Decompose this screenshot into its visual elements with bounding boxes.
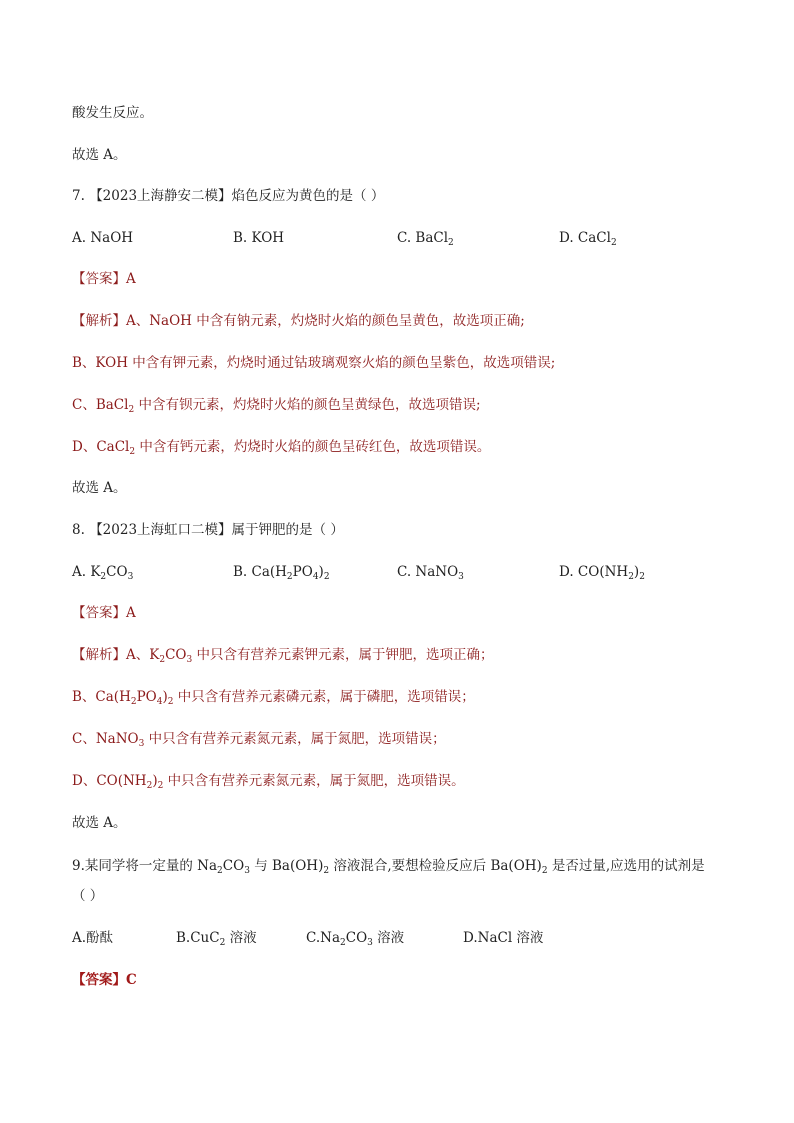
q8-explanation-1: 【解析】A、$K_2CO_3$ 中只含有营养元素钾元素，属于钾肥，选项正确； xyxy=(72,647,494,665)
question-8-stem xyxy=(72,520,344,540)
q9-option-a: A.酚酞 xyxy=(72,930,114,946)
q9-option-c: $C.Na_2CO_3$ 溶液 xyxy=(306,930,405,948)
q7-explanation-2: B、KOH 中含有钾元素，灼烧时通过钴玻璃观察火焰的颜色呈紫色，故选项错误; xyxy=(72,355,556,371)
q8-explanation-3: C、NaNO$_3$ 中只含有营养元素氮元素，属于氮肥，选项错误； xyxy=(72,731,446,749)
q8-option-b: B. $Ca(H_2PO_4)_2$ xyxy=(233,564,330,582)
q8-answer xyxy=(72,603,136,623)
question-source: 【2023上海虹口二模】 xyxy=(89,522,232,538)
q9-answer xyxy=(72,970,137,990)
answer-label: 【答案】 xyxy=(72,972,126,988)
answer-value: C xyxy=(126,972,137,988)
q9-option-d: D.NaCl 溶液 xyxy=(463,930,544,946)
answer-label: 【答案】 xyxy=(72,271,126,287)
question-text: 属于钾肥的是（ ） xyxy=(231,522,344,538)
q8-explanation-4: D、$CO(NH_2)_2$ 中只含有营养元素氮元素，属于氮肥，选项错误。 xyxy=(72,773,465,791)
q8-option-a: A. $K_2CO_3$ xyxy=(72,564,134,582)
conclusion-line: 故选 A。 xyxy=(72,147,127,163)
question-9-blank: （ ） xyxy=(72,888,104,904)
answer-value: A xyxy=(126,605,136,621)
q8-conclusion: 故选 A。 xyxy=(72,815,127,831)
answer-value: A xyxy=(126,271,136,287)
question-7-stem xyxy=(72,186,384,206)
q9-option-b: B.CuC$_2$ 溶液 xyxy=(176,930,257,948)
question-number: 8. xyxy=(72,522,85,538)
q7-answer xyxy=(72,269,136,289)
q7-explanation-4: D、CaCl$_2$ 中含有钙元素，灼烧时火焰的颜色呈砖红色，故选项错误。 xyxy=(72,439,491,457)
explanation-label: 【解析】 xyxy=(72,313,126,329)
q7-option-b: B. KOH xyxy=(233,230,285,246)
question-text: 焰色反应为黄色的是（ ） xyxy=(231,188,385,204)
q8-explanation-2: B、$Ca(H_2PO_4)_2$ 中只含有营养元素磷元素，属于磷肥，选项错误； xyxy=(72,689,475,707)
q7-explanation-1: 【解析】A、NaOH 中含有钠元素，灼烧时火焰的颜色呈黄色，故选项正确; xyxy=(72,313,525,329)
question-number: 7. xyxy=(72,188,85,204)
q7-option-d: D. CaCl$_2$ xyxy=(559,230,617,248)
q8-option-c: C. NaNO$_3$ xyxy=(397,564,464,582)
explanation-label: 【解析】 xyxy=(72,647,126,663)
q7-conclusion: 故选 A。 xyxy=(72,480,127,496)
q8-option-d: D. $CO(NH_2)_2$ xyxy=(559,564,645,582)
question-source: 【2023上海静安二模】 xyxy=(89,188,232,204)
text-line: 酸发生反应。 xyxy=(72,105,153,121)
question-9-stem: 9.某同学将一定量的 $Na_2CO_3$ 与 $Ba(OH)_2$ 溶液混合,要想检验反应后 $Ba(OH)_2$ 是否过量,应选用的试剂是 xyxy=(72,858,705,876)
q7-option-c: C. BaCl$_2$ xyxy=(397,230,454,248)
answer-label: 【答案】 xyxy=(72,605,126,621)
q7-option-a: A. NaOH xyxy=(72,230,134,246)
q7-explanation-3: C、BaCl$_2$ 中含有钡元素，灼烧时火焰的颜色呈黄绿色，故选项错误; xyxy=(72,397,481,415)
